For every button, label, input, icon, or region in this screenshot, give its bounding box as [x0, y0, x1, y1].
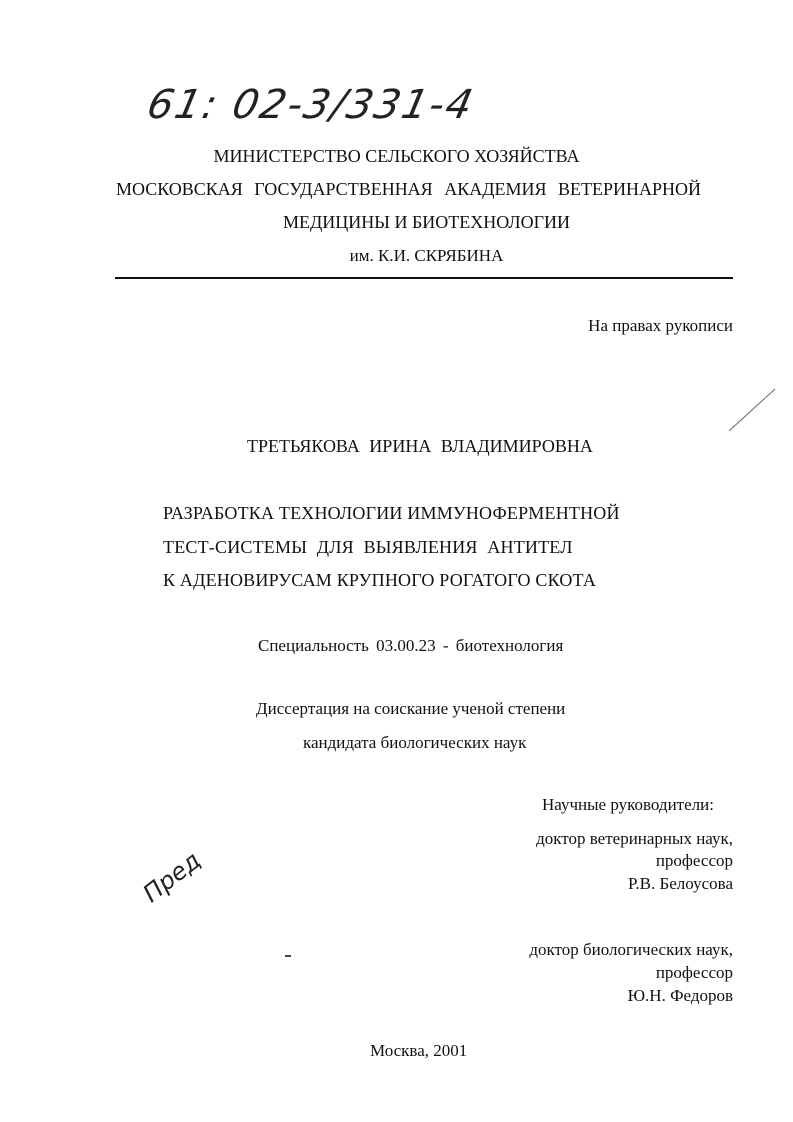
- specialty-line: Специальность 03.00.23 - биотехнология: [258, 636, 564, 655]
- supervisor-2-rank: профессор: [655, 963, 733, 982]
- academy-line-3: им. К.И. СКРЯБИНА: [349, 246, 504, 265]
- supervisor-1-degree: доктор ветеринарных наук,: [536, 829, 733, 848]
- rights-note: На правах рукописи: [588, 316, 733, 335]
- academy-line-1: МОСКОВСКАЯ ГОСУДАРСТВЕННАЯ АКАДЕМИЯ ВЕТЕРИНАРНОЙ: [116, 179, 701, 199]
- handwritten-catalog-number: 61: 02-3/331-4: [143, 82, 479, 128]
- city-year: Москва, 2001: [370, 1041, 468, 1060]
- handwritten-margin-note: Пред: [137, 846, 206, 908]
- title-line-3: К АДЕНОВИРУСАМ КРУПНОГО РОГАТОГО СКОТА: [163, 570, 597, 590]
- pen-stroke-mark: [725, 385, 780, 435]
- ministry-line: МИНИСТЕРСТВО СЕЛЬСКОГО ХОЗЯЙСТВА: [213, 146, 580, 166]
- stray-dash-mark: [285, 955, 291, 957]
- dissertation-line-2: кандидата биологических наук: [303, 733, 527, 752]
- supervisor-1-name: Р.В. Белоусова: [628, 874, 733, 893]
- title-line-1: РАЗРАБОТКА ТЕХНОЛОГИИ ИММУНОФЕРМЕНТНОЙ: [163, 503, 620, 523]
- header-divider: [115, 277, 733, 279]
- academy-line-2: МЕДИЦИНЫ И БИОТЕХНОЛОГИИ: [282, 212, 570, 232]
- dissertation-line-1: Диссертация на соискание ученой степени: [256, 699, 566, 718]
- title-line-2: ТЕСТ-СИСТЕМЫ ДЛЯ ВЫЯВЛЕНИЯ АНТИТЕЛ: [163, 537, 573, 557]
- supervisor-2-degree: доктор биологических наук,: [529, 940, 733, 959]
- author-name: ТРЕТЬЯКОВА ИРИНА ВЛАДИМИРОВНА: [247, 436, 593, 456]
- supervisor-1-rank: профессор: [655, 851, 733, 870]
- supervisors-heading: Научные руководители:: [542, 795, 714, 814]
- supervisor-2-name: Ю.Н. Федоров: [627, 986, 733, 1005]
